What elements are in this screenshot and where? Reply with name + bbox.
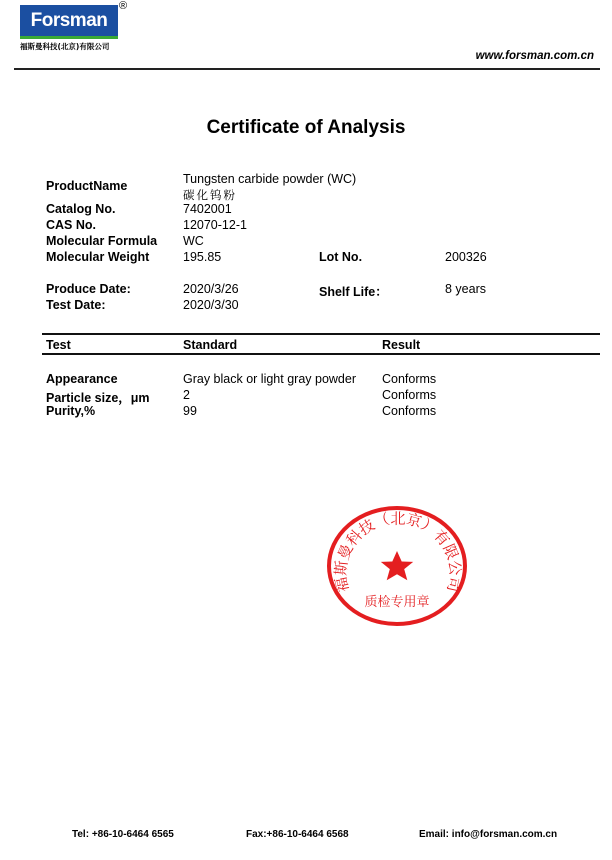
cas-value: 12070-12-1	[183, 218, 247, 232]
table-row-result: Conforms	[382, 388, 437, 402]
seal-inner-text: 质检专用章	[364, 595, 430, 610]
footer-email[interactable]: Email: info@forsman.com.cn	[419, 829, 558, 840]
weight-label: Molecular Weight	[46, 250, 150, 264]
company-name-cn: 福斯曼科技(北京)有限公司	[20, 42, 110, 51]
table-row-standard: 2	[183, 388, 190, 402]
table-header-standard: Standard	[183, 338, 238, 352]
test-date-label: Test Date:	[46, 298, 106, 312]
table-row-result: Conforms	[382, 372, 437, 386]
header-divider	[14, 68, 600, 70]
footer-tel: Tel: +86-10-6464 6565	[72, 829, 174, 840]
table-row-standard: 99	[183, 404, 197, 418]
cas-label: CAS No.	[46, 218, 96, 232]
table-row-result: Conforms	[382, 404, 437, 418]
product-name-cn: 碳化钨粉	[183, 188, 237, 202]
test-date-value: 2020/3/30	[183, 298, 239, 312]
table-row-test: Purity,%	[46, 404, 96, 418]
website-link[interactable]: www.forsman.com.cn	[475, 50, 594, 62]
shelf-life-label: Shelf Life：	[319, 285, 388, 299]
table-header-test: Test	[46, 338, 71, 352]
produce-date-value: 2020/3/26	[183, 282, 239, 296]
weight-value: 195.85	[183, 250, 222, 264]
table-header-result: Result	[382, 338, 421, 352]
formula-value: WC	[183, 234, 204, 248]
document-title: Certificate of Analysis	[206, 117, 406, 138]
table-header-rule	[42, 353, 600, 355]
table-row-test: Particle size，μm	[46, 391, 150, 405]
registered-mark: ®	[119, 0, 128, 12]
produce-date-label: Produce Date:	[46, 282, 131, 296]
product-name-label: ProductName	[46, 179, 128, 193]
company-seal-stamp	[326, 505, 468, 627]
catalog-value: 7402001	[183, 202, 232, 216]
shelf-life-value: 8 years	[445, 282, 486, 296]
logo-green-bar	[20, 36, 118, 39]
footer-fax: Fax:+86-10-6464 6568	[246, 829, 349, 840]
table-top-rule	[42, 333, 600, 335]
catalog-label: Catalog No.	[46, 202, 116, 216]
product-name-value: Tungsten carbide powder (WC)	[183, 172, 357, 186]
formula-label: Molecular Formula	[46, 234, 158, 248]
seal-outer-text: 福斯曼科技（北京）有限公司	[331, 509, 465, 594]
lot-value: 200326	[445, 250, 487, 264]
brand-logo: Forsman	[20, 5, 118, 36]
table-row-test: Appearance	[46, 372, 118, 386]
table-row-standard: Gray black or light gray powder	[183, 372, 356, 386]
lot-label: Lot No.	[319, 250, 363, 264]
seal-star-icon	[381, 551, 413, 580]
